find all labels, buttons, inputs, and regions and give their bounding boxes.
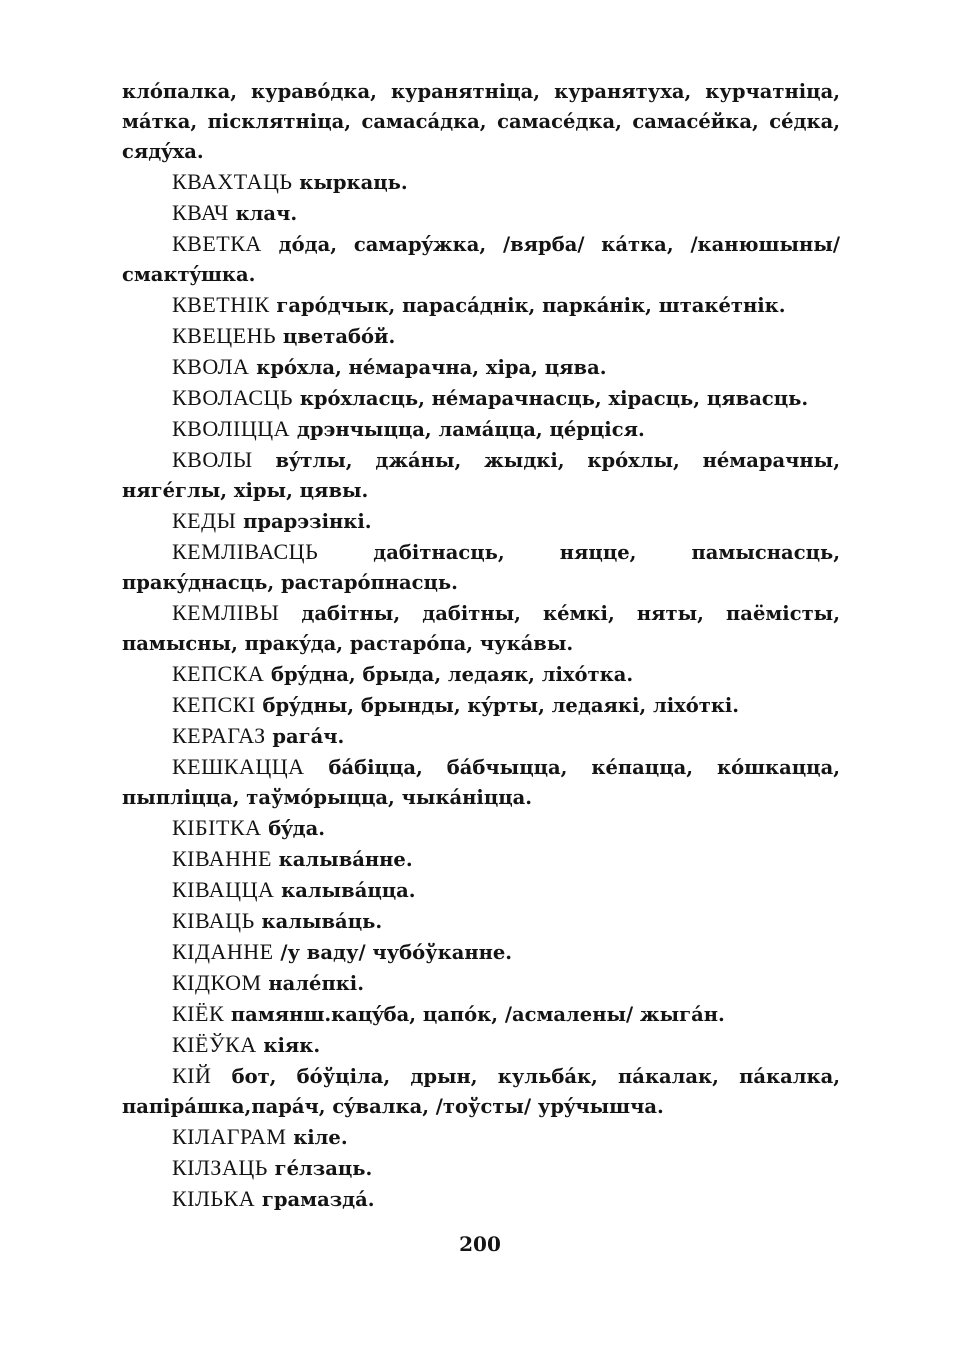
definition: /у ваду/ чубóўканне. — [273, 941, 513, 964]
definition: кіле. — [286, 1126, 348, 1149]
page-number: 200 — [459, 1232, 501, 1256]
headword: КІБІТКА — [172, 815, 262, 840]
headword: КІВАННЕ — [172, 846, 272, 871]
headword: КІЁК — [172, 1001, 225, 1026]
entry — [122, 1061, 840, 1122]
headword: КВОЛЫ — [172, 447, 253, 472]
headword: КВЕЦЕНЬ — [172, 323, 277, 348]
headword: КЕДЫ — [172, 508, 237, 533]
definition: кіяк. — [256, 1034, 321, 1057]
definition: брýдна, брыда, ледаяк, ліхóтка. — [264, 663, 634, 686]
definition: памянш.кацýба, цапóк, /асмалены/ жыгáн. — [224, 1003, 725, 1026]
entry — [122, 598, 840, 659]
definition: бýда. — [261, 817, 326, 840]
dictionary-text — [122, 76, 840, 1215]
entry — [122, 659, 840, 690]
headword: КВОЛІЦЦА — [172, 416, 291, 441]
definition: клóпалка, куравóдка, куранятніца, куранятуха, курчатніца, мáтка, пісклятніца, самасáдка, самасéдка, самасéйка, сéдка, сядýха. — [122, 80, 840, 163]
entry — [122, 721, 840, 752]
entry — [122, 690, 840, 721]
headword: КІЛЗАЦЬ — [172, 1155, 268, 1180]
definition: калывáць. — [254, 910, 383, 933]
entry — [122, 76, 840, 167]
definition: гéлзаць. — [267, 1157, 373, 1180]
headword: КЕМЛІВЫ — [172, 600, 280, 625]
definition: кыркаць. — [292, 171, 408, 194]
entry — [122, 875, 840, 906]
definition: брýдны, брынды, кýрты, ледаякі, ліхóткі. — [255, 694, 740, 717]
entry — [122, 414, 840, 445]
headword: КІВАЦЬ — [172, 908, 255, 933]
entry — [122, 290, 840, 321]
entry — [122, 1122, 840, 1153]
entry — [122, 383, 840, 414]
definition: крóхла, нéмарачна, хіра, цява. — [249, 356, 607, 379]
entry — [122, 352, 840, 383]
headword: КІДКОМ — [172, 970, 262, 995]
definition: прарэзінкі. — [236, 510, 372, 533]
definition: калывáцца. — [274, 879, 416, 902]
definition: гарóдчык, парасáднік, паркáнік, штакéтнік. — [269, 294, 786, 317]
definition: вýтлы, джáны, жыдкі, крóхлы, нéмарачны, нягéглы, хіры, цявы. — [122, 449, 840, 502]
entry — [122, 968, 840, 999]
definition: дрэнчыцца, ламáцца, цéрціся. — [290, 418, 645, 441]
entry — [122, 1030, 840, 1061]
headword: КЕМЛІВАСЦЬ — [172, 539, 319, 564]
entry — [122, 1184, 840, 1215]
entry — [122, 844, 840, 875]
headword: КЕШКАЦЦА — [172, 754, 305, 779]
entry — [122, 321, 840, 352]
definition: дабітнасць, няцце, памыснасць, пракýднасць, растарóпнасць. — [122, 541, 840, 594]
definition: цветабóй. — [276, 325, 396, 348]
headword: КІЁЎКА — [172, 1032, 257, 1057]
definition: рагáч. — [265, 725, 345, 748]
entry — [122, 229, 840, 290]
definition: бáбіцца, бáбчыцца, кéпацца, кóшкацца, пыпліцца, таўмóрыцца, чыкáніцца. — [122, 756, 840, 809]
headword: КВОЛАСЦЬ — [172, 385, 294, 410]
entry — [122, 752, 840, 813]
entry — [122, 445, 840, 506]
definition: грамаздá. — [255, 1188, 375, 1211]
entry — [122, 506, 840, 537]
entry — [122, 167, 840, 198]
entry — [122, 813, 840, 844]
entry — [122, 1153, 840, 1184]
headword: КІВАЦЦА — [172, 877, 275, 902]
headword: КІЙ — [172, 1063, 212, 1088]
definition: крóхласць, нéмарачнасць, хірасць, цявасць. — [293, 387, 809, 410]
definition: налéпкі. — [261, 972, 364, 995]
definition: дабітны, дабітны, кéмкі, няты, паёмісты, памысны, пракýда, растарóпа, чукáвы. — [122, 602, 840, 655]
headword: КІДАННЕ — [172, 939, 274, 964]
headword: КІЛЬКА — [172, 1186, 256, 1211]
headword: КВАХТАЦЬ — [172, 169, 293, 194]
headword: КВОЛА — [172, 354, 250, 379]
entry — [122, 537, 840, 598]
definition: бот, бóўціла, дрын, кульбáк, пáкалак, пáкалка, папірáшка,парáч, сýвалка, /тоўсты/ урýчышча. — [122, 1065, 840, 1118]
entry — [122, 937, 840, 968]
definition: калывáнне. — [271, 848, 413, 871]
headword: КЕПСКА — [172, 661, 265, 686]
entry — [122, 906, 840, 937]
headword: КВЕТНІК — [172, 292, 270, 317]
headword: КЕРАГАЗ — [172, 723, 266, 748]
headword: КВАЧ — [172, 200, 229, 225]
headword: КІЛАГРАМ — [172, 1124, 287, 1149]
definition: клач. — [228, 202, 298, 225]
definition: дóда, самарýжка, /вярба/ кáтка, /канюшыны/ смактýшка. — [122, 233, 840, 286]
entry — [122, 999, 840, 1030]
headword: КВЕТКА — [172, 231, 262, 256]
headword: КЕПСКІ — [172, 692, 256, 717]
entry — [122, 198, 840, 229]
